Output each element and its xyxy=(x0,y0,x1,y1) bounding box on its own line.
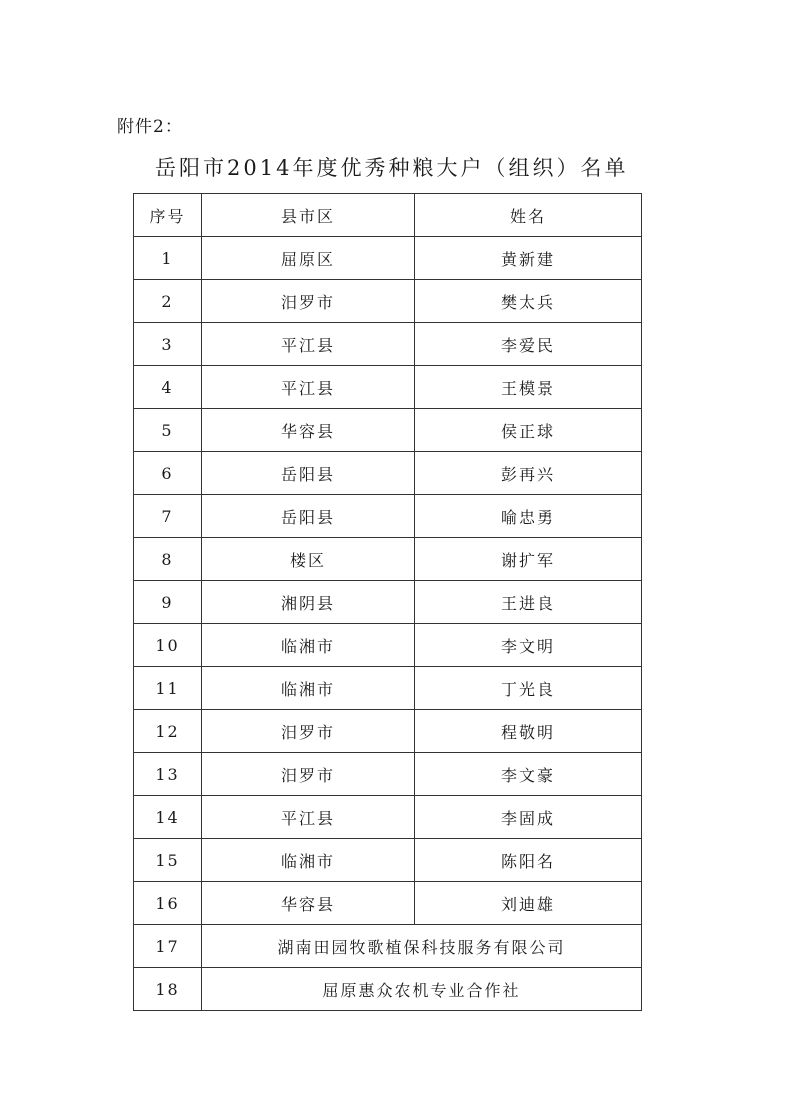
cell-organization: 湖南田园牧歌植保科技服务有限公司 xyxy=(202,925,642,968)
cell-name: 王模景 xyxy=(415,366,642,409)
table-row xyxy=(134,323,642,366)
cell-county: 平江县 xyxy=(202,366,415,409)
table-row xyxy=(134,237,642,280)
header-serial-number: 序号 xyxy=(134,194,202,237)
grain-grower-table xyxy=(133,193,642,1011)
cell-county: 临湘市 xyxy=(202,624,415,667)
document-title: 岳阳市2014年度优秀种粮大户（组织）名单 xyxy=(155,156,629,180)
cell-county: 屈原区 xyxy=(202,237,415,280)
cell-serial-number: 14 xyxy=(134,796,202,839)
cell-serial-number: 18 xyxy=(134,968,202,1011)
table-row xyxy=(134,839,642,882)
cell-name: 彭再兴 xyxy=(415,452,642,495)
cell-name: 刘迪雄 xyxy=(415,882,642,925)
cell-county: 平江县 xyxy=(202,323,415,366)
table-row xyxy=(134,409,642,452)
table-row-organization xyxy=(134,968,642,1011)
cell-serial-number: 17 xyxy=(134,925,202,968)
cell-county: 平江县 xyxy=(202,796,415,839)
cell-name: 樊太兵 xyxy=(415,280,642,323)
cell-name: 黄新建 xyxy=(415,237,642,280)
table-header-row xyxy=(134,194,642,237)
cell-name: 李文明 xyxy=(415,624,642,667)
cell-name: 李固成 xyxy=(415,796,642,839)
cell-county: 汨罗市 xyxy=(202,753,415,796)
cell-serial-number: 9 xyxy=(134,581,202,624)
header-name: 姓名 xyxy=(415,194,642,237)
attachment-label: 附件2： xyxy=(117,117,183,137)
table-row xyxy=(134,667,642,710)
table-row xyxy=(134,538,642,581)
cell-name: 丁光良 xyxy=(415,667,642,710)
cell-county: 临湘市 xyxy=(202,667,415,710)
header-county: 县市区 xyxy=(202,194,415,237)
cell-name: 李爱民 xyxy=(415,323,642,366)
cell-name: 喻忠勇 xyxy=(415,495,642,538)
cell-county: 湘阴县 xyxy=(202,581,415,624)
cell-serial-number: 10 xyxy=(134,624,202,667)
cell-county: 岳阳县 xyxy=(202,495,415,538)
cell-serial-number: 7 xyxy=(134,495,202,538)
cell-county: 汨罗市 xyxy=(202,280,415,323)
cell-serial-number: 4 xyxy=(134,366,202,409)
table-row xyxy=(134,366,642,409)
cell-county: 岳阳县 xyxy=(202,452,415,495)
cell-serial-number: 11 xyxy=(134,667,202,710)
cell-organization: 屈原惠众农机专业合作社 xyxy=(202,968,642,1011)
cell-county: 华容县 xyxy=(202,882,415,925)
cell-serial-number: 8 xyxy=(134,538,202,581)
cell-name: 李文豪 xyxy=(415,753,642,796)
cell-name: 侯正球 xyxy=(415,409,642,452)
cell-county: 临湘市 xyxy=(202,839,415,882)
table-row xyxy=(134,495,642,538)
cell-county: 楼区 xyxy=(202,538,415,581)
cell-serial-number: 16 xyxy=(134,882,202,925)
cell-serial-number: 1 xyxy=(134,237,202,280)
cell-serial-number: 12 xyxy=(134,710,202,753)
table-row xyxy=(134,796,642,839)
table-row-organization xyxy=(134,925,642,968)
cell-name: 程敬明 xyxy=(415,710,642,753)
cell-serial-number: 3 xyxy=(134,323,202,366)
cell-serial-number: 2 xyxy=(134,280,202,323)
cell-serial-number: 5 xyxy=(134,409,202,452)
cell-name: 王进良 xyxy=(415,581,642,624)
table-row xyxy=(134,581,642,624)
cell-serial-number: 6 xyxy=(134,452,202,495)
table-row xyxy=(134,280,642,323)
table-row xyxy=(134,710,642,753)
cell-county: 汨罗市 xyxy=(202,710,415,753)
table-row xyxy=(134,882,642,925)
table-row xyxy=(134,624,642,667)
cell-name: 谢扩军 xyxy=(415,538,642,581)
cell-serial-number: 15 xyxy=(134,839,202,882)
table-row xyxy=(134,753,642,796)
cell-serial-number: 13 xyxy=(134,753,202,796)
cell-county: 华容县 xyxy=(202,409,415,452)
table-row xyxy=(134,452,642,495)
cell-name: 陈阳名 xyxy=(415,839,642,882)
